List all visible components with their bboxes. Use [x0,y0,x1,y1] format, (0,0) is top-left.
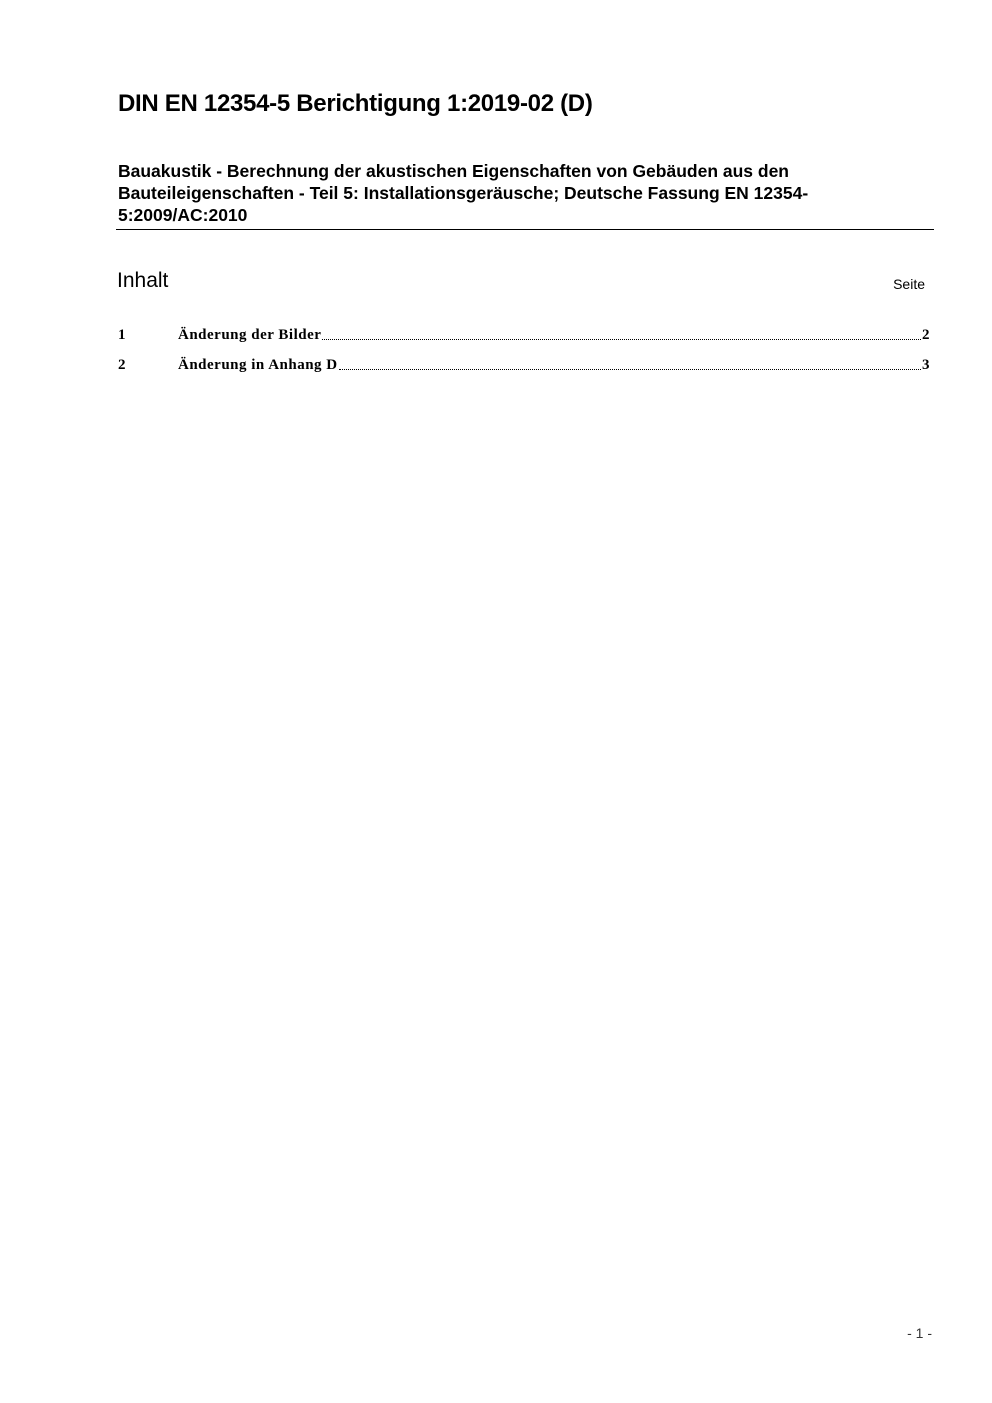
subtitle-line: Bauakustik - Berechnung der akustischen Eigenschaften von Gebäuden aus den [118,161,789,181]
toc-entry-number: 2 [118,357,126,373]
toc-page-column-label: Seite [893,276,925,292]
subtitle-line: Bauteileigenschaften - Teil 5: Installationsgeräusche; Deutsche Fassung EN 12354- [118,183,809,203]
toc-entry-title[interactable]: Änderung in Anhang D [178,357,338,373]
document-subtitle [118,160,934,226]
toc-heading: Inhalt [117,269,169,292]
subtitle-line: 5:2009/AC:2010 [118,205,248,225]
toc-entry[interactable] [118,354,930,376]
toc-dot-leader [339,369,921,370]
toc-dot-leader [322,339,921,340]
toc-entry-page[interactable]: 2 [922,327,930,343]
page-number-footer: - 1 - [907,1325,932,1341]
toc-entry[interactable] [118,324,930,346]
subtitle-divider [116,229,934,230]
document-title: DIN EN 12354-5 Berichtigung 1:2019-02 (D) [118,90,593,117]
toc-entry-title[interactable]: Änderung der Bilder [178,327,322,343]
toc-entry-page[interactable]: 3 [922,357,930,373]
toc-entry-number: 1 [118,327,126,343]
